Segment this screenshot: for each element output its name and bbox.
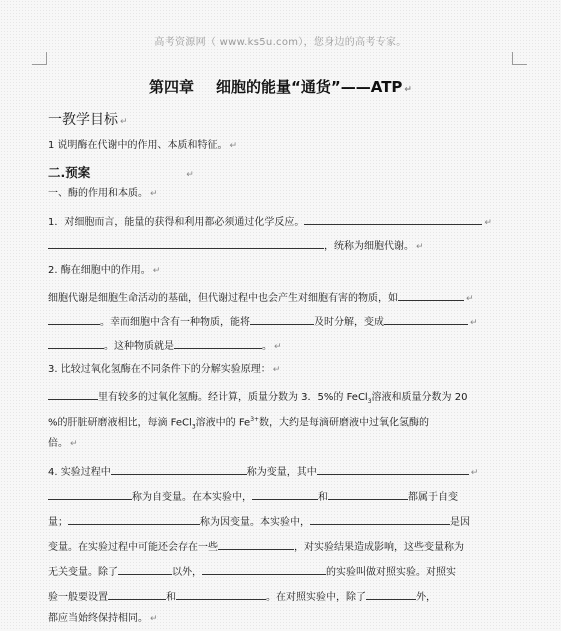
question-4-line-2: 称为自变量。在本实验中， 和 都属于自变	[48, 488, 458, 505]
chapter-title: 第四章 细胞的能量“通货”——ATP ↵	[149, 78, 412, 96]
question-2-line-1: 细胞代谢是细胞生命活动的基础，但代谢过程中也会产生对细胞有害的物质，如 ↵	[48, 289, 474, 306]
question-4-line-4: 变量。在实验过程中可能还会存在一些 ，对实验结果造成影响，这些变量称为	[48, 538, 464, 555]
question-3-line-2: %的肝脏研磨液相比，每滴 FeCl$_3$溶液中的 $Fe^{3+}$数，大约是每滴研磨液中过氧化氢酶的	[48, 416, 430, 431]
section-heading-plan: 二.预案 ↵	[48, 165, 194, 180]
margin-corner-mark	[512, 52, 527, 65]
question-2-line-2: 。幸而细胞中含有一种物质，能将 及时分解，变成 ↵	[48, 313, 478, 330]
question-1-line-1: 1．对细胞而言，能量的获得和利用都必须通过化学反应。 ↵	[48, 213, 492, 230]
page-header: 高考资源网（ www.ks5u.com），您身边的高考专家。	[154, 37, 407, 48]
chapter-number: 第四章	[149, 78, 195, 96]
question-4-line-7: 都应当始终保持相同。 ↵	[48, 613, 158, 624]
question-3-line-3: 倍。 ↵	[48, 438, 78, 449]
question-4-line-5: 无关变量。除了 以外， 的实验叫做对照实验。对照实	[48, 563, 456, 580]
question-4-line-3: 量； 称为因变量。本实验中， 是因	[48, 513, 470, 530]
objective-1: 1 说明酶在代谢中的作用、本质和特征。 ↵	[48, 140, 238, 151]
question-3-title: 3. 比较过氧化氢酶在不同条件下的分解实验原理： ↵	[48, 364, 281, 375]
chapter-name: 细胞的能量“通货”——ATP	[216, 78, 403, 96]
question-1-line-2: ，统称为细胞代谢。 ↵	[48, 237, 424, 254]
section-heading-objectives: 一教学目标 ↵	[48, 112, 128, 128]
subsection-heading: 一、酶的作用和本质。 ↵	[48, 188, 158, 199]
question-3-line-1: 里有较多的过氧化氢酶。经计算，质量分数为 3．5%的 FeCl$_3$溶液和质量分数为 20	[48, 388, 467, 409]
margin-corner-mark	[32, 52, 47, 65]
question-2-title: 2. 酶在细胞中的作用。 ↵	[48, 265, 161, 276]
question-4-line-1: 4. 实验过程中 称为变量，其中 ↵	[48, 463, 478, 480]
question-4-line-6: 验一般要设置 和 。在对照实验中，除了 外，	[48, 588, 436, 605]
question-2-line-3: 。这种物质就是 。 ↵	[48, 337, 282, 354]
